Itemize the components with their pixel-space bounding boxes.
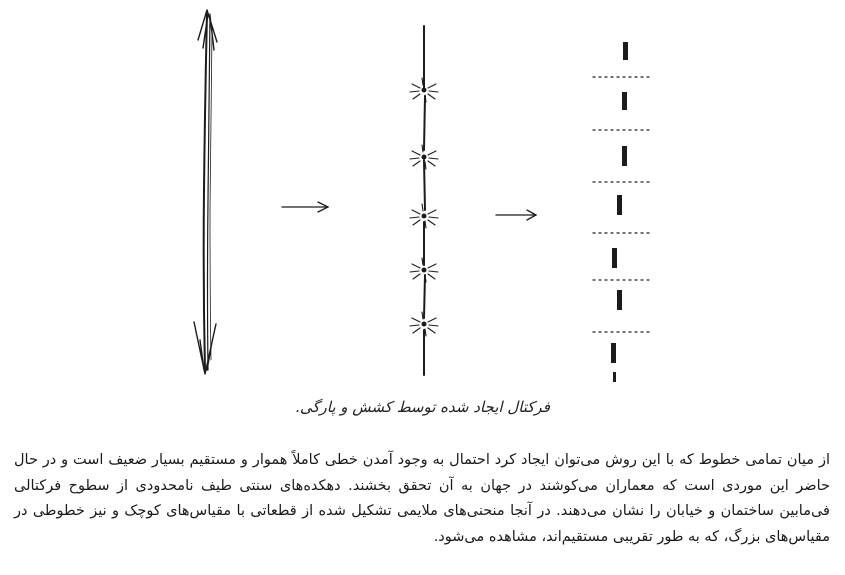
arrow-2 [496, 210, 536, 220]
stage-1-line [194, 10, 217, 374]
figure-caption: فرکتال ایجاد شده توسط کشش و پارگی. [295, 398, 550, 416]
stage-2-broken-line [410, 26, 438, 375]
arrow-1 [282, 202, 328, 212]
body-paragraph: از میان تمامی خطوط که با این روش می‌توان ایجاد کرد احتمال به وجود آمدن خطی کاملاً هموار و مستقیم بسیار ضعیف است و در حال حاضر این موردی است که معماران می‌کوشند در جهان به آن تحقق بخشند. دهکده‌های سنتی طیف نامحدودی از سطوح فرکتالی فی‌مابین ساختمان و خیابان را نشان می‌دهند. در آنجا منحنی‌های ملایمی تشکیل شده از قطعاتی با مقیاس‌های کوچک و نیز خطوطی در مقیاس‌های بزرگ، که به طور تقریبی مستقیم‌اند، مشاهده می‌شود. [14, 452, 830, 545]
stage-3-dashed-line [593, 42, 650, 382]
